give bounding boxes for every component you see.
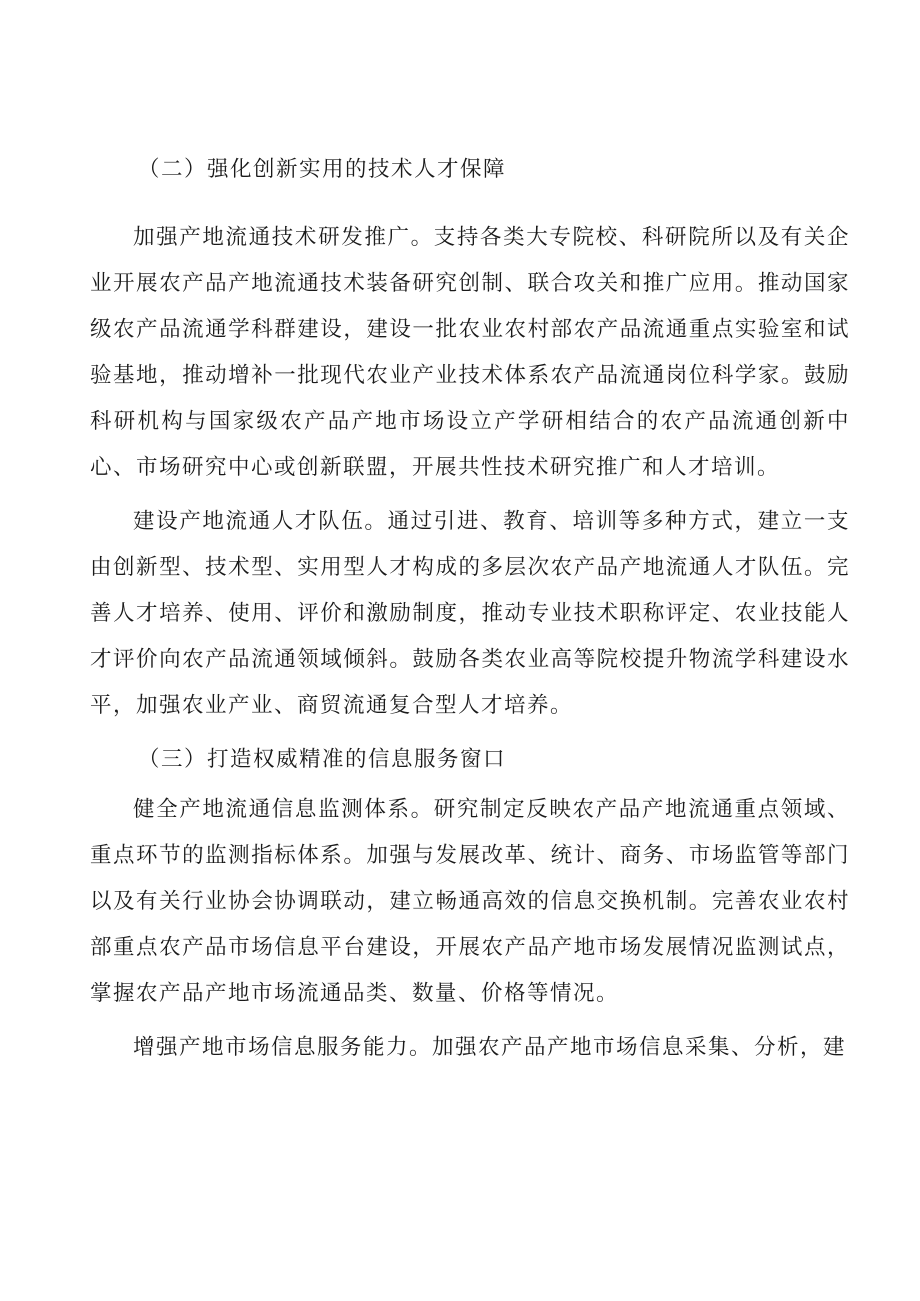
paragraph-info-service: 增强产地市场信息服务能力。加强农产品产地市场信息采集、分析，建: [133, 1035, 847, 1060]
paragraph-talent-team: 建设产地流通人才队伍。通过引进、教育、培训等多种方式，建立一支由创新型、技术型、实用型人才构成的多层次农产品产地流通人才队伍。完善人才培养、使用、评价和激励制度，推动专业技术职称评定、农业技能人才评价向农产品流通领域倾斜。鼓励各类农业高等院校提升物流学科建设水平，加强农业产业、商贸流通复合型人才培养。: [90, 509, 850, 718]
paragraph-info-monitoring: 健全产地流通信息监测体系。研究制定反映农产品产地流通重点领域、重点环节的监测指标体系。加强与发展改革、统计、商务、市场监管等部门以及有关行业协会协调联动，建立畅通高效的信息交换机制。完善农业农村部重点农产品市场信息平台建设，开展农产品产地市场发展情况监测试点，掌握农产品产地市场流通品类、数量、价格等情况。: [90, 797, 850, 1006]
document-body: [90, 147, 850, 1079]
section-heading-2: （二）强化创新实用的技术人才保障: [138, 157, 507, 182]
paragraph-tech-rnd: 加强产地流通技术研发推广。支持各类大专院校、科研院所以及有关企业开展农产品产地流通技术装备研究创制、联合攻关和推广应用。推动国家级农产品流通学科群建设，建设一批农业农村部农产品流通重点实验室和试验基地，推动增补一批现代农业产业技术体系农产品流通岗位科学家。鼓励科研机构与国家级农产品产地市场设立产学研相结合的农产品流通创新中心、市场研究中心或创新联盟，开展共性技术研究推广和人才培训。: [90, 225, 850, 480]
section-heading-3: （三）打造权威精准的信息服务窗口: [138, 747, 507, 772]
